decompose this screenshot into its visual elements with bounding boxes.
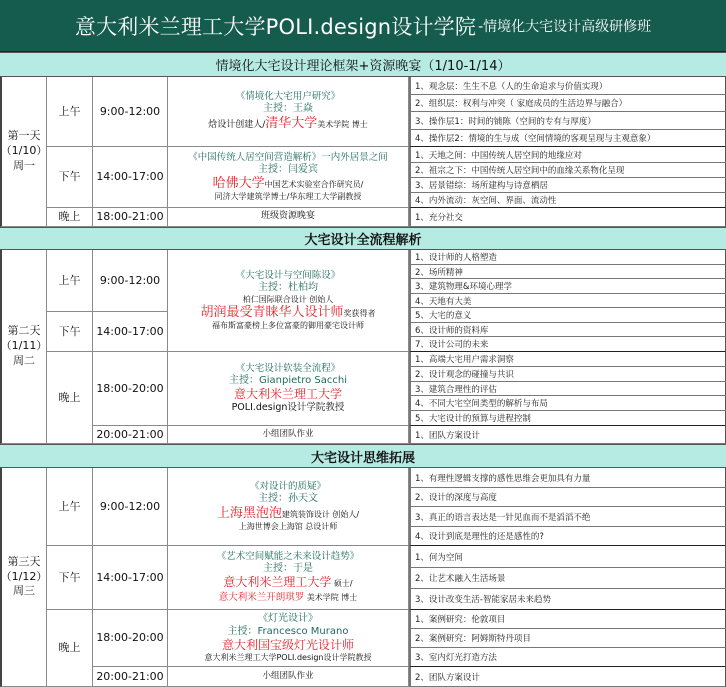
teacher-bio: 美术学院 博士: [317, 119, 368, 129]
time-cell: 20:00-21:00: [93, 426, 168, 444]
highlight-title: 意大利国宝级灯光设计师: [221, 638, 354, 652]
teacher-name: 主授：Gianpietro Sacchi: [229, 374, 347, 386]
highlight-affiliation: 意大利米兰理工大学: [223, 575, 332, 590]
period-cell: 上午: [47, 468, 93, 546]
topic-item: 3、操作层1：时间的铺陈（空间的专有与厚度）: [409, 112, 726, 130]
session-content: [168, 208, 409, 227]
teacher-name: 主授：于是: [263, 562, 313, 574]
course-title: 《对设计的质疑》: [249, 481, 326, 493]
time-cell: 18:00-21:00: [93, 208, 168, 227]
teacher-bio: 硕士/: [331, 579, 353, 589]
section-band-2: 大宅设计全流程解析: [0, 227, 726, 250]
session-content: [168, 147, 409, 208]
topic-item: 2、祖宗之下：中国传统人居空间中的血缘关系物化呈现: [409, 163, 726, 178]
course-title: 《大宅设计与空间陈设》: [235, 270, 341, 282]
highlight-affiliation: 哈佛大学: [212, 176, 265, 192]
time-cell: 18:00-20:00: [93, 610, 168, 667]
time-cell: 14:00-17:00: [93, 546, 168, 610]
session-content: [168, 77, 409, 147]
day-date: （1/12）: [0, 569, 48, 583]
activity-label: 班级资源晚宴: [260, 211, 315, 222]
day-date: （1/11）: [0, 339, 48, 353]
period-cell: 晚上: [47, 610, 93, 687]
section-band-3: 大宅设计思维拓展: [0, 444, 726, 468]
topic-item: 2、团队方案设计: [409, 667, 726, 687]
teacher-bio: 福布斯富豪榜上多位富豪的御用豪宅设计师: [212, 320, 364, 330]
teacher-bio: 中国艺术实验室合作研究员/: [264, 180, 364, 190]
period-cell: 上午: [47, 250, 93, 312]
period-cell: 下午: [47, 312, 93, 352]
teacher-bio: 焓设计创建人/: [208, 119, 266, 130]
header-title-sub: -情境化大宅设计高级研修班: [478, 18, 652, 35]
period-cell: 晚上: [47, 352, 93, 444]
highlight-affiliation: 意大利米兰开朗琪罗: [218, 592, 305, 604]
page-header: [0, 0, 726, 52]
day-name: 第一天: [7, 129, 41, 143]
topic-item: 5、大宅设计的预算与进程控制: [409, 411, 726, 426]
day-weekday: 周二: [13, 353, 35, 367]
period-cell: 下午: [47, 546, 93, 610]
teacher-name: 主授：王焱: [263, 103, 313, 115]
section-band-1: 情境化大宅设计理论框架+资源晚宴（1/10-1/14）: [0, 52, 726, 77]
day-weekday: 周三: [13, 584, 35, 598]
topic-item: 4、不同大宅空间类型的解析与布局: [409, 396, 726, 411]
period-cell: 上午: [47, 77, 93, 147]
topic-item: 3、设计改变生活-智能家居未来趋势: [409, 589, 726, 610]
topic-item: 2、组织层：权利与冲突（ 家庭成员的生活边界与融合）: [409, 95, 726, 112]
topic-item: 7、设计公司的未来: [409, 337, 726, 352]
activity-label: 小组团队作业: [262, 429, 314, 440]
topic-item: 2、场所精神: [409, 265, 726, 279]
session-content: [168, 250, 409, 352]
session-content: [168, 610, 409, 667]
topic-item: 1、天地之间：中国传统人居空间的地缘应对: [409, 147, 726, 163]
highlight-award: 胡润最受青睐华人设计师: [200, 304, 344, 320]
teacher-bio: 意大利米兰理工大学POLI.design设计学院教授: [204, 653, 372, 662]
time-cell: 14:00-17:00: [93, 147, 168, 208]
course-title: 《中国传统人居空间营造解析》一内外居景之间: [188, 151, 388, 163]
topic-item: 1、观念层：生生不息（人的生命追求与价值实现）: [409, 77, 726, 95]
teacher-bio: 建筑装饰设计 创始人/: [281, 509, 360, 519]
topic-item: 2、让艺术融入生活场景: [409, 568, 726, 589]
topic-item: 1、高端大宅用户需求洞察: [409, 352, 726, 367]
topic-item: 2、设计观念的碰撞与共识: [409, 367, 726, 382]
course-title: 《情境化大宅用户研究》: [235, 91, 341, 103]
day-date: （1/10）: [0, 144, 48, 158]
day-name: 第二天: [7, 324, 41, 338]
teacher-name: 主授：杜柏均: [258, 282, 318, 294]
topic-item: 3、建筑物理&环境心理学: [409, 279, 726, 294]
highlight-affiliation: 上海黑泡泡: [216, 505, 282, 521]
activity-label: 小组团队作业: [262, 671, 314, 682]
time-cell: 14:00-17:00: [93, 312, 168, 352]
day-cell-1: [0, 77, 47, 227]
teacher-name: 主授：孙天文: [258, 493, 318, 505]
topic-item: 4、操作层2：情境的生与成（空间情境的客观呈现与主观意象）: [409, 130, 726, 147]
time-cell: 9:00-12:00: [93, 77, 168, 147]
topic-item: 4、设计到底是理性的还是感性的?: [409, 527, 726, 546]
day-cell-3: [0, 468, 47, 687]
topic-item: 4、内外流动：灰空间、界面、流动性: [409, 193, 726, 208]
time-cell: 20:00-21:00: [93, 667, 168, 687]
session-content: [168, 468, 409, 546]
teacher-bio: 柏仁国际联合设计 创始人: [242, 294, 334, 304]
topic-item: 2、案例研究：阿姆斯特丹项目: [409, 629, 726, 648]
topic-item: 3、居景错综：场所建构与诗意栖居: [409, 178, 726, 193]
header-title-main: 意大利米兰理工大学POLI.design设计学院: [74, 14, 477, 39]
highlight-affiliation: 意大利米兰理工大学: [233, 387, 342, 402]
teacher-bio: 上海世博会上海馆 总设计师: [238, 521, 338, 531]
course-title: 《灯光设计》: [258, 613, 318, 624]
day-name: 第三天: [7, 554, 41, 568]
time-cell: 9:00-12:00: [93, 250, 168, 312]
topic-item: 1、团队方案设计: [409, 426, 726, 444]
session-content: [168, 667, 409, 687]
teacher-bio: 同济大学建筑学博士/华东理工大学副教授: [214, 192, 362, 202]
topic-item: 6、设计师的资料库: [409, 323, 726, 337]
time-cell: 9:00-12:00: [93, 468, 168, 546]
session-content: [168, 546, 409, 610]
teacher-name: 主授：Francesco Murano: [227, 625, 349, 637]
topic-item: 2、设计的深度与高度: [409, 488, 726, 507]
session-content: [168, 426, 409, 444]
period-cell: 下午: [47, 147, 93, 208]
time-cell: 18:00-20:00: [93, 352, 168, 426]
teacher-bio: POLI.design设计学院教授: [231, 402, 345, 414]
topic-item: 1、案例研究：伦敦项目: [409, 610, 726, 629]
topic-item: 5、大宅的意义: [409, 308, 726, 323]
period-cell: 晚上: [47, 208, 93, 227]
day-weekday: 周一: [13, 158, 35, 172]
highlight-affiliation: 清华大学: [265, 115, 318, 131]
session-content: [168, 352, 409, 426]
topic-item: 4、天地有大美: [409, 294, 726, 308]
topic-item: 1、何为空间: [409, 546, 726, 568]
topic-item: 1、设计师的人格塑造: [409, 250, 726, 265]
topic-item: 1、充分社交: [409, 208, 726, 227]
course-title: 《艺术空间赋能之未来设计趋势》: [216, 550, 360, 562]
topic-item: 1、有理性逻辑支撑的感性思维会更加具有力量: [409, 468, 726, 488]
topic-item: 3、室内灯光打造方法: [409, 648, 726, 667]
topic-item: 3、建筑合理性的评估: [409, 382, 726, 396]
day-cell-2: [0, 250, 47, 444]
course-title: 《大宅设计软装全流程》: [235, 362, 341, 374]
teacher-name: 主授：闫爱宾: [258, 163, 318, 175]
teacher-bio: 美术学院 博士: [304, 593, 358, 603]
teacher-bio: 奖获得者: [343, 308, 376, 318]
topic-item: 3、真正的语言表达是一针见血而不是滔滔不绝: [409, 507, 726, 527]
